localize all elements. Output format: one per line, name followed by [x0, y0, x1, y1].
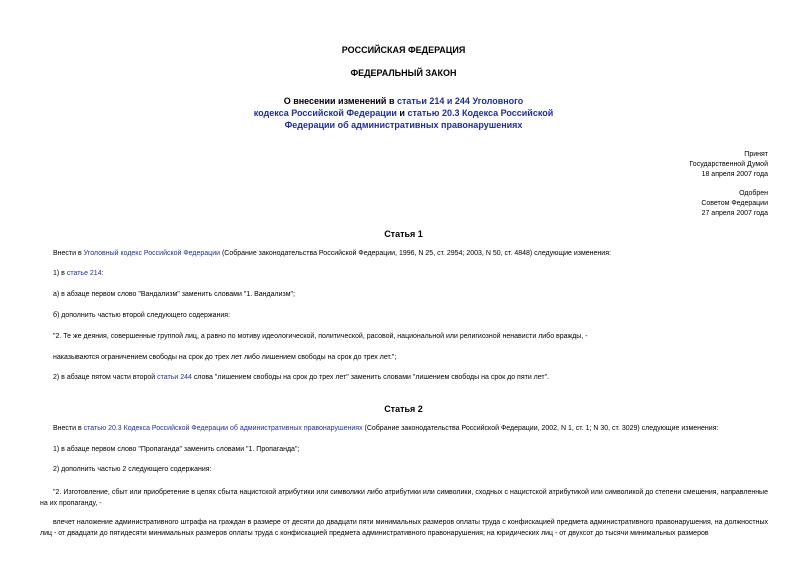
header-doc-type: ФЕДЕРАЛЬНЫЙ ЗАКОН [350, 68, 457, 78]
title-text: О внесении изменений в [283, 96, 397, 106]
title-link-criminal-code-articles[interactable]: статьи 214 и 244 Уголовного [396, 96, 524, 106]
article-1-paragraph: наказываются ограничением свободы на срок до трех лет либо лишением свободы на срок до трех лет."; [53, 354, 397, 361]
article-2-heading: Статья 2 [384, 404, 423, 414]
title-link-admin-code-article[interactable]: статью 20.3 Кодекса Российской [407, 108, 554, 118]
accepted-label: Принят [744, 151, 768, 158]
article-1-heading: Статья 1 [384, 229, 423, 239]
article-1-paragraph: б) дополнить частью второй следующего содержания: [53, 312, 231, 319]
article-1-paragraph: 1) в статье 214: [53, 270, 104, 277]
article-2-paragraph: влечет наложение административного штрафа на граждан в размере от десяти до двадцати пяти минимальных размеров оплаты труда с конфискацией предмета административного правонарушения, на должностных лиц - от двадцати до пятидесяти минимальных размеров оплаты труда с конфискацией предмета административного правонарушения; на юридических лиц - от двухсот до тысячи минимальных размеров [40, 519, 768, 537]
approved-date: 27 апреля 2007 года [701, 210, 768, 217]
adoption-block [689, 150, 768, 180]
link-article-214[interactable]: статье 214 [66, 270, 102, 277]
link-admin-code-article-20-3[interactable]: статью 20.3 Кодекса Российской Федерации об административных правонарушениях [83, 425, 363, 432]
accepted-by: Государственной Думой [689, 161, 768, 168]
article-2-paragraph: 1) в абзаце первом слово "Пропаганда" заменить словами "1. Пропаганда"; [53, 446, 300, 453]
document-title [0, 95, 807, 131]
header-country: РОССИЙСКАЯ ФЕДЕРАЦИЯ [341, 45, 466, 55]
article-2-paragraph: 2) дополнить частью 2 следующего содержания: [53, 466, 212, 473]
link-criminal-code[interactable]: Уголовный кодекс Российской Федерации [83, 250, 221, 257]
article-2-paragraph: "2. Изготовление, сбыт или приобретение в целях сбыта нацистской атрибутики или символики либо атрибутики или символики, сходных с нацистской атрибутикой или символикой до степени смешения, направленные на их пропаганду, - [40, 489, 768, 507]
article-1-paragraph: 2) в абзаце пятом части второй статьи 244 слова "лишением свободы на срок до трех лет" заменить словами "лишением свободы на срок до пяти лет". [53, 374, 550, 381]
title-link-admin-code[interactable]: Федерации об административных правонарушениях [284, 120, 523, 130]
approved-by: Советом Федерации [701, 200, 768, 207]
title-text: и [396, 108, 408, 118]
link-article-244[interactable]: статьи 244 [157, 374, 192, 381]
approved-label: Одобрен [739, 190, 768, 197]
article-1-paragraph: "2. Те же деяния, совершенные группой лиц, а равно по мотиву идеологической, политической, расовой, национальной или религиозной ненависти либо вражды, - [53, 333, 588, 340]
accepted-date: 18 апреля 2007 года [701, 171, 768, 178]
article-1-paragraph: а) в абзаце первом слово "Вандализм" заменить словами "1. Вандализм"; [53, 291, 295, 298]
title-link-criminal-code[interactable]: кодекса Российской Федерации [253, 108, 397, 118]
article-1-paragraph: Внести в Уголовный кодекс Российской Федерации (Собрание законодательства Российской Федерации, 1996, N 25, ст. 2954; 2003, N 50, ст. 4848) следующие изменения: [53, 250, 611, 257]
approval-block [701, 189, 768, 219]
article-2-paragraph: Внести в статью 20.3 Кодекса Российской Федерации об административных правонарушениях (Собрание законодательства Российской Федерации, 2002, N 1, ст. 1; N 30, ст. 3029) следующие изменения: [53, 425, 719, 432]
